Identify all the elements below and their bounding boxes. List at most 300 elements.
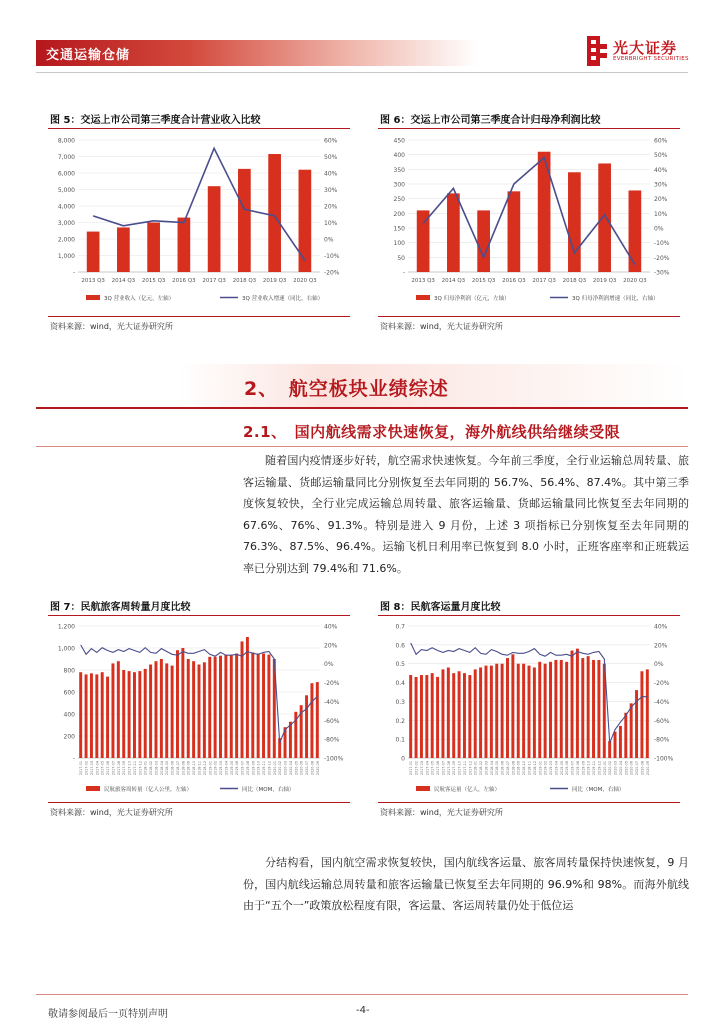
x-tick-label: 2018-08 [511, 761, 516, 776]
fig7-bottom-rule [48, 802, 350, 803]
bar [208, 657, 211, 758]
subsection-rule [36, 446, 688, 447]
x-tick-label: 2019-01 [208, 761, 213, 776]
fig6-bottom-rule [378, 316, 680, 317]
x-tick-label: 2018-01 [473, 761, 478, 776]
y-right-tick-label: 10% [654, 210, 668, 218]
bar [267, 655, 270, 758]
x-tick-label: 2020-07 [635, 761, 640, 776]
bar [101, 672, 104, 758]
bar [246, 637, 249, 758]
bar [257, 654, 260, 759]
legend-line-label: 同比（MOM，右轴） [572, 787, 625, 793]
x-tick-label: 2018-04 [159, 761, 164, 776]
y-left-tick-label: 0.7 [395, 623, 405, 631]
x-tick-label: 2020-06 [629, 761, 634, 776]
y-left-tick-label: 1,000 [57, 645, 75, 653]
x-tick-label: 2020-08 [640, 761, 645, 776]
bar [619, 726, 622, 758]
bar [154, 661, 157, 758]
bar [479, 667, 482, 758]
x-tick-label: 2017-01 [409, 761, 414, 776]
x-tick-label: 2019-08 [575, 761, 580, 776]
fig5-source: 资料来源：wind，光大证券研究所 [50, 322, 173, 331]
y-left-tick-label: 800 [63, 667, 75, 675]
x-tick-label: 2017-06 [106, 761, 111, 776]
y-left-tick-label: 300 [393, 181, 405, 189]
x-tick-label: 2019-02 [213, 761, 218, 776]
bar [79, 672, 82, 758]
x-tick-label: 2018-02 [479, 761, 484, 776]
bar [468, 675, 471, 758]
legend-bar-swatch [86, 295, 100, 300]
legend-bar-swatch [416, 295, 430, 300]
bar [181, 648, 184, 758]
x-tick-label: 2020-04 [288, 761, 293, 776]
x-tick-label: 2017-12 [468, 761, 473, 776]
x-tick-label: 2017-03 [419, 761, 424, 776]
section-title: 2、 航空板块业绩综述 [244, 378, 449, 400]
x-tick-label: 2013 Q3 [81, 278, 105, 284]
x-tick-label: 2018-11 [527, 761, 532, 776]
x-tick-label: 2020-05 [624, 761, 629, 776]
bar [565, 662, 568, 758]
bar [598, 163, 611, 272]
x-tick-label: 2018-11 [197, 761, 202, 776]
fig6-chart [378, 132, 688, 312]
legend-bar-label: 民航客运量（亿人，左轴） [434, 787, 501, 793]
y-left-tick-label: 4,000 [57, 203, 75, 211]
bar [501, 664, 504, 758]
header-banner [36, 40, 478, 66]
x-tick-label: 2018-08 [181, 761, 186, 776]
subsection-title: 2.1、 国内航线需求快速恢复，海外航线供给继续受限 [243, 423, 621, 441]
y-right-tick-label: -20% [324, 269, 340, 277]
x-tick-label: 2017-08 [116, 761, 121, 776]
x-tick-label: 2019-01 [538, 761, 543, 776]
bar [289, 722, 292, 758]
x-tick-label: 2018-06 [170, 761, 175, 776]
y-left-tick-label: 0.4 [395, 680, 405, 688]
fig6-source: 资料来源：wind，光大证券研究所 [380, 322, 503, 331]
bar [299, 170, 312, 272]
y-right-tick-label: 40% [324, 170, 338, 178]
y-left-tick-label: 6,000 [57, 170, 75, 178]
y-left-tick-label: 1,200 [57, 623, 75, 631]
fig8-title: 图 8：民航客运量月度比较 [380, 602, 501, 613]
bar [477, 210, 490, 272]
x-tick-label: 2019-05 [559, 761, 564, 776]
x-tick-label: 2015 Q3 [141, 278, 166, 284]
y-left-tick-label: 0.2 [395, 717, 405, 725]
x-tick-label: 2020-07 [305, 761, 310, 776]
x-tick-label: 2018-01 [143, 761, 148, 776]
x-tick-label: 2017-09 [452, 761, 457, 776]
x-tick-label: 2020-01 [272, 761, 277, 776]
x-tick-label: 2018-05 [165, 761, 170, 776]
y-right-tick-label: -80% [324, 736, 340, 744]
bar [305, 695, 308, 758]
brand-name: 光大证券 [613, 39, 678, 57]
x-tick-label: 2017 Q3 [532, 278, 556, 284]
fig8-bottom-rule [378, 802, 680, 803]
bar [224, 655, 227, 758]
bar [646, 669, 649, 758]
fig5-chart [48, 132, 358, 312]
bar [463, 673, 466, 758]
y-left-tick-label: - [72, 269, 75, 277]
bar [431, 673, 434, 758]
bar [587, 656, 590, 758]
bar [568, 172, 581, 272]
bar [538, 662, 541, 758]
x-tick-label: 2018-06 [500, 761, 505, 776]
x-tick-label: 2017-06 [436, 761, 441, 776]
bar [549, 662, 552, 758]
bar [95, 674, 98, 758]
bar [117, 661, 120, 758]
bar [219, 656, 222, 758]
y-left-tick-label: 7,000 [57, 154, 75, 161]
y-right-tick-label: 0% [654, 661, 664, 669]
y-left-tick-label: 8,000 [57, 137, 75, 145]
y-left-tick-label: 0.3 [395, 698, 405, 706]
bar [425, 675, 428, 758]
y-left-tick-label: 350 [393, 166, 405, 174]
y-left-tick-label: 150 [393, 225, 405, 233]
bar [420, 675, 423, 758]
y-left-tick-label: - [72, 755, 75, 763]
x-tick-label: 2017-11 [462, 761, 467, 776]
bar [111, 663, 114, 758]
bar [178, 218, 191, 272]
x-tick-label: 2018-07 [505, 761, 510, 776]
x-tick-label: 2019-11 [592, 761, 597, 776]
y-left-tick-label: 2,000 [57, 236, 75, 244]
bar [316, 682, 319, 758]
x-tick-label: 2020-08 [310, 761, 315, 776]
y-right-tick-label: 0% [324, 236, 334, 244]
legend-bar-label: 3Q 归母净利润（亿元，左轴） [434, 296, 510, 302]
bar [147, 223, 160, 273]
bar [409, 675, 412, 758]
x-tick-label: 2013 Q3 [411, 278, 435, 284]
bar [208, 186, 221, 272]
y-right-tick-label: 10% [324, 220, 338, 227]
x-tick-label: 2020-03 [613, 761, 618, 776]
bar [624, 713, 627, 758]
bar [608, 741, 611, 758]
x-tick-label: 2017-04 [425, 761, 430, 776]
bar [592, 660, 595, 758]
x-tick-label: 2018-07 [175, 761, 180, 776]
fig8-chart [378, 618, 688, 798]
x-tick-label: 2020-05 [294, 761, 299, 776]
y-right-tick-label: 20% [654, 642, 668, 650]
y-right-tick-label: -100% [324, 755, 344, 763]
bar [458, 671, 461, 758]
bar [122, 670, 125, 758]
bar [447, 667, 450, 758]
bar [85, 674, 88, 758]
y-right-tick-label: -10% [654, 240, 670, 248]
y-left-tick-label: 0.5 [395, 661, 405, 669]
y-right-tick-label: -20% [654, 680, 670, 688]
y-right-tick-label: -80% [654, 736, 670, 744]
y-right-tick-label: -10% [324, 253, 340, 260]
x-tick-label: 2017-05 [100, 761, 105, 776]
x-tick-label: 2018-05 [495, 761, 500, 776]
bar [128, 671, 131, 758]
bar [528, 666, 531, 758]
x-tick-label: 2019-02 [543, 761, 548, 776]
y-right-tick-label: 40% [654, 166, 668, 174]
x-tick-label: 2019-09 [581, 761, 586, 776]
legend-line-label: 3Q 归母净利润增速（同比，右轴） [572, 296, 659, 302]
bar [484, 666, 487, 758]
bar [508, 191, 521, 272]
legend-bar-label: 民航旅客周转量（亿人公里，左轴） [104, 787, 193, 793]
fig5-title-rule [48, 128, 350, 129]
bar [203, 662, 206, 758]
fig6-title: 图 6：交运上市公司第三季度合计归母净利润比较 [380, 115, 601, 126]
x-tick-label: 2017-11 [132, 761, 137, 776]
bar [640, 671, 643, 758]
x-tick-label: 2019-08 [245, 761, 250, 776]
bar [235, 654, 238, 759]
y-left-tick-label: 400 [63, 711, 75, 719]
y-left-tick-label: 1,000 [57, 253, 75, 260]
body-paragraph-2: 分结构看，国内航空需求恢复较快，国内航线客运量、旅客周转量保持快速恢复，9 月份，国内航线运输总周转量和旅客运输量已恢复至去年同期的 96.9%和 98%。而海外航线由于“五个一”政策放松程度有限，客运量、客运周转量仍处于低位运 [243, 856, 689, 913]
y-left-tick-label: 200 [63, 733, 75, 741]
x-tick-label: 2020-04 [618, 761, 623, 776]
y-right-tick-label: 60% [324, 137, 338, 145]
x-tick-label: 2019 Q3 [592, 278, 617, 284]
x-tick-label: 2020-01 [602, 761, 607, 776]
y-left-tick-label: 400 [393, 152, 405, 160]
y-left-tick-label: 250 [393, 196, 405, 204]
bar [230, 655, 233, 758]
y-right-tick-label: -20% [654, 254, 670, 262]
x-tick-label: 2019-07 [570, 761, 575, 776]
y-right-tick-label: -100% [654, 755, 674, 763]
y-right-tick-label: 40% [324, 623, 338, 631]
x-tick-label: 2014 Q3 [111, 278, 136, 284]
brand-mark-icon [587, 36, 607, 66]
x-tick-label: 2018-04 [489, 761, 494, 776]
legend-bar-swatch [416, 786, 430, 791]
x-tick-label: 2020-06 [299, 761, 304, 776]
bar [251, 652, 254, 758]
bar [417, 210, 430, 272]
bar [160, 659, 163, 758]
x-tick-label: 2019-06 [235, 761, 240, 776]
y-left-tick-label: 0.6 [395, 642, 405, 650]
bar [441, 669, 444, 758]
y-right-tick-label: 40% [654, 623, 668, 631]
x-tick-label: 2017-01 [79, 761, 84, 776]
x-tick-label: 2019-05 [229, 761, 234, 776]
bar [214, 657, 217, 758]
bar [138, 671, 141, 758]
bar [198, 665, 201, 759]
bar [241, 641, 244, 758]
y-right-tick-label: 60% [654, 137, 668, 145]
fig7-title: 图 7：民航旅客周转量月度比较 [50, 602, 191, 613]
bar [576, 649, 579, 758]
y-right-tick-label: 50% [324, 154, 338, 161]
x-tick-label: 2016 Q3 [172, 278, 196, 284]
footer-divider [36, 994, 688, 995]
x-tick-label: 2018-03 [154, 761, 159, 776]
x-tick-label: 2015 Q3 [471, 278, 496, 284]
footer-disclaimer: 敬请参阅最后一页特别声明 [48, 1009, 168, 1020]
x-tick-label: 2017 Q3 [202, 278, 226, 284]
x-tick-label: 2019-09 [251, 761, 256, 776]
x-tick-label: 2018 Q3 [562, 278, 587, 284]
bar [133, 672, 136, 758]
x-tick-label: 2018-12 [532, 761, 537, 776]
fig7-source: 资料来源：wind，光大证券研究所 [50, 808, 173, 817]
x-tick-label: 2017-02 [84, 761, 89, 776]
bar [630, 703, 633, 758]
bar [238, 169, 251, 272]
brand-name-en: EVERBRIGHT SECURITIES [613, 56, 689, 62]
bar [506, 658, 509, 758]
x-tick-label: 2017-12 [138, 761, 143, 776]
bar [571, 651, 574, 758]
x-tick-label: 2017-04 [95, 761, 100, 776]
bar [495, 664, 498, 758]
x-tick-label: 2020-03 [283, 761, 288, 776]
y-right-tick-label: -40% [324, 698, 340, 706]
y-right-tick-label: 30% [654, 181, 668, 189]
y-right-tick-label: -20% [324, 680, 340, 688]
body-paragraph-1: 随着国内疫情逐步好转，航空需求快速恢复。今年前三季度，全行业运输总周转量、旅客运输量、货邮运输量同比分别恢复至去年同期的 56.7%、56.4%、87.4%。其中第三季度恢复较快，全行业完成运输总周转量、旅客运输量、货邮运输量同比恢复至去年同期的 67.6%、76%、91.3%。特别是进入 9 月份，上述 3 项指标已分别恢复至去年同期的 76.3%、87.5%、96.4%。运输飞机日利用率已恢复到 8.0 小时，正班客座率和正班载运率已分别达到 79.4%和 71.6%。 [243, 454, 689, 575]
x-tick-label: 2018-10 [522, 761, 527, 776]
y-left-tick-label: 5,000 [57, 187, 75, 194]
x-tick-label: 2018-02 [149, 761, 154, 776]
x-tick-label: 2020-09 [645, 761, 650, 776]
bar [511, 654, 514, 758]
y-right-tick-label: 50% [654, 152, 668, 160]
y-left-tick-label: 0 [401, 755, 405, 763]
x-tick-label: 2020-02 [608, 761, 613, 776]
x-tick-label: 2020-02 [278, 761, 283, 776]
y-right-tick-label: -60% [324, 717, 340, 725]
fig8-source: 资料来源：wind，光大证券研究所 [380, 808, 503, 817]
x-tick-label: 2020 Q3 [293, 278, 317, 284]
x-tick-label: 2018-09 [186, 761, 191, 776]
x-tick-label: 2020 Q3 [623, 278, 647, 284]
page-number: -4- [356, 1005, 370, 1016]
bar [490, 666, 493, 758]
y-right-tick-label: 20% [324, 203, 338, 211]
bar [554, 660, 557, 758]
bar [149, 665, 152, 759]
y-left-tick-label: - [402, 269, 405, 277]
fig7-title-rule [48, 615, 350, 616]
y-left-tick-label: 3,000 [57, 220, 75, 227]
bar [517, 664, 520, 758]
x-tick-label: 2018-03 [484, 761, 489, 776]
y-left-tick-label: 450 [393, 137, 405, 145]
bar [544, 664, 547, 758]
bar [597, 660, 600, 758]
y-right-tick-label: 20% [654, 196, 668, 204]
bar [581, 658, 584, 758]
y-left-tick-label: 0.1 [395, 736, 405, 744]
y-right-tick-label: -40% [654, 698, 670, 706]
y-right-tick-label: 0% [324, 661, 334, 669]
bar [117, 227, 130, 272]
bar [560, 660, 563, 758]
x-tick-label: 2017-07 [111, 761, 116, 776]
x-tick-label: 2016 Q3 [502, 278, 526, 284]
x-tick-label: 2019-06 [565, 761, 570, 776]
x-tick-label: 2017-03 [89, 761, 94, 776]
bar [192, 661, 195, 758]
section-rule [36, 407, 688, 409]
y-left-tick-label: 600 [63, 689, 75, 697]
fig5-title: 图 5：交运上市公司第三季度合计营业收入比较 [50, 115, 261, 126]
x-tick-label: 2018-10 [192, 761, 197, 776]
bar [106, 677, 109, 758]
bar [176, 650, 179, 758]
bar [474, 669, 477, 758]
y-left-tick-label: 100 [393, 240, 405, 248]
y-left-tick-label: 200 [393, 210, 405, 218]
legend-bar-label: 3Q 营业收入（亿元，左轴） [104, 296, 175, 302]
bar [171, 666, 174, 758]
x-tick-label: 2019-04 [224, 761, 229, 776]
x-tick-label: 2017-07 [441, 761, 446, 776]
bar [447, 193, 460, 272]
fig8-title-rule [378, 615, 680, 616]
x-tick-label: 2019-03 [549, 761, 554, 776]
bar [533, 667, 536, 758]
y-right-tick-label: 0% [654, 225, 664, 233]
x-tick-label: 2018 Q3 [232, 278, 257, 284]
fig7-chart [48, 618, 358, 798]
bar [187, 659, 190, 758]
x-tick-label: 2019 Q3 [262, 278, 287, 284]
x-tick-label: 2017-10 [127, 761, 132, 776]
fig5-bottom-rule [48, 316, 350, 317]
bar [144, 669, 147, 758]
x-tick-label: 2017-10 [457, 761, 462, 776]
x-tick-label: 2017-08 [446, 761, 451, 776]
x-tick-label: 2018-12 [202, 761, 207, 776]
bar [415, 677, 418, 758]
bar [452, 673, 455, 758]
bar [165, 663, 168, 758]
bar [436, 677, 439, 758]
x-tick-label: 2017-09 [122, 761, 127, 776]
bar [262, 654, 265, 759]
bar [522, 664, 525, 758]
x-tick-label: 2014 Q3 [441, 278, 466, 284]
brand-logo [587, 36, 697, 70]
y-right-tick-label: 20% [324, 642, 338, 650]
bar [87, 232, 100, 272]
section-label: 交通运输仓储 [46, 48, 131, 63]
x-tick-label: 2019-03 [219, 761, 224, 776]
bar [614, 732, 617, 758]
y-right-tick-label: -60% [654, 717, 670, 725]
legend-line-label: 同比（MOM，右轴） [242, 787, 295, 793]
x-tick-label: 2018-09 [516, 761, 521, 776]
